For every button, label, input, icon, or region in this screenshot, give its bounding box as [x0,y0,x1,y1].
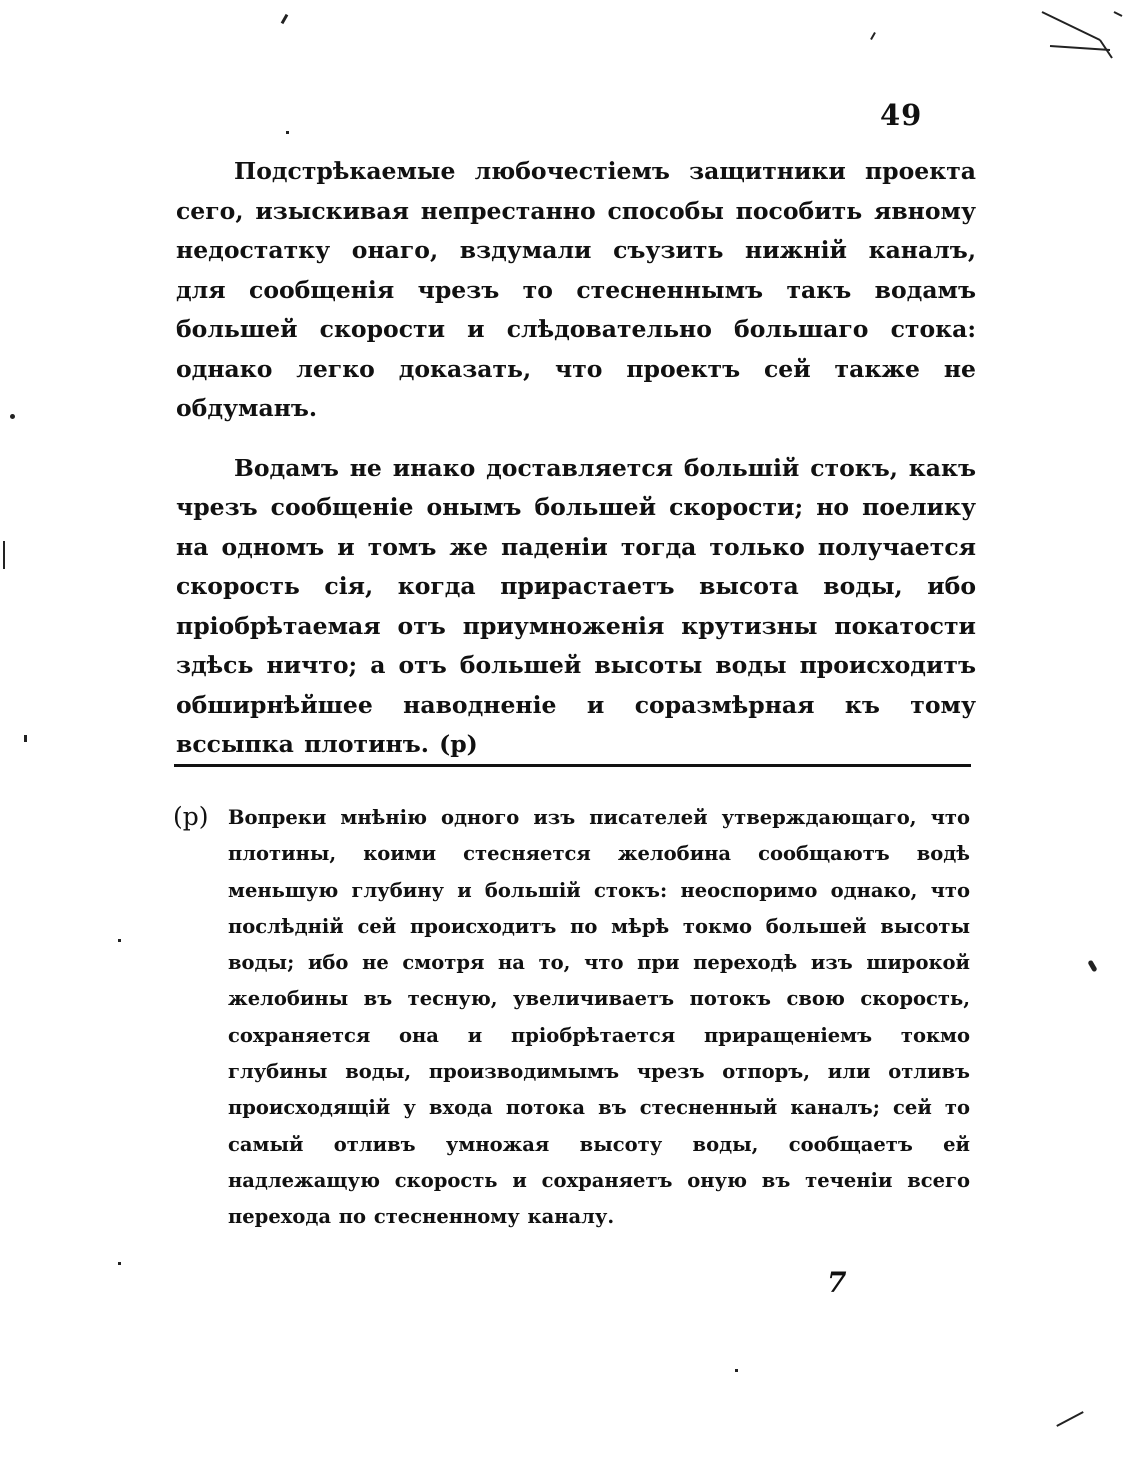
scan-speck [1087,960,1097,973]
footnote-separator-rule [174,764,971,767]
paragraph-1: Подстрѣкаемые любочестіемъ защитники проекта сего, изыскивая непрестанно способы пособить явному недостатку онаго, вздумали съузить нижній каналъ, для сообщенія чрезъ то стесненнымъ такъ водамъ большей скорости и слѣдовательно большаго стока: однако легко доказать, что проектъ сей также не обдуманъ. [176,157,976,422]
signature-mark: 7 [827,1266,847,1299]
page-number: 49 [880,98,923,132]
scan-speck [735,1369,738,1372]
scan-artifact-mark [1040,6,1140,96]
scan-speck [24,735,27,742]
scan-speck [870,32,876,40]
main-text [176,152,976,765]
scan-speck [1056,1411,1083,1427]
scan-speck [281,14,289,24]
paragraph-2: Водамъ не инако доставляется большій стокъ, какъ чрезъ сообщеніе онымъ большей скорости; но поелику на одномъ и томъ же паденіи тогда только получается скорость сія, когда прирастаетъ высота воды, ибо пріобрѣтаемая отъ приумноженія крутизны покатости здѣсь ничто; а отъ большей высоты воды происходитъ обширнѣйшее наводненіе и соразмѣрная къ тому вссыпка плотинъ. (р) [176,453,976,758]
footnote-marker: (р) [173,802,209,831]
footnote-text: Вопреки мнѣнію одного изъ писателей утверждающаго, что плотины, коими стесняется желобина сообщаютъ водѣ меньшую глубину и большій стокъ: неоспоримо однако, что послѣдній сей происходитъ по мѣрѣ токмо большей высоты воды; ибо не смотря на то, что при переходѣ изъ широкой желобины въ тесную, увеличиваетъ потокъ свою скорость, сохраняется она и пріобрѣтается приращеніемъ токмо глубины воды, производимымъ чрезъ отпоръ, или отливъ происходящій у входа потока въ стесненный каналъ; сей то самый отливъ умножая высоту воды, сообщаетъ ей надлежащую скорость и сохраняетъ оную въ теченіи всего перехода по стесненному каналу. [228,806,970,1229]
scan-speck [3,541,5,569]
scan-speck [118,939,121,942]
scan-speck [118,1262,121,1265]
scan-speck [286,131,289,134]
scan-speck [10,414,15,419]
